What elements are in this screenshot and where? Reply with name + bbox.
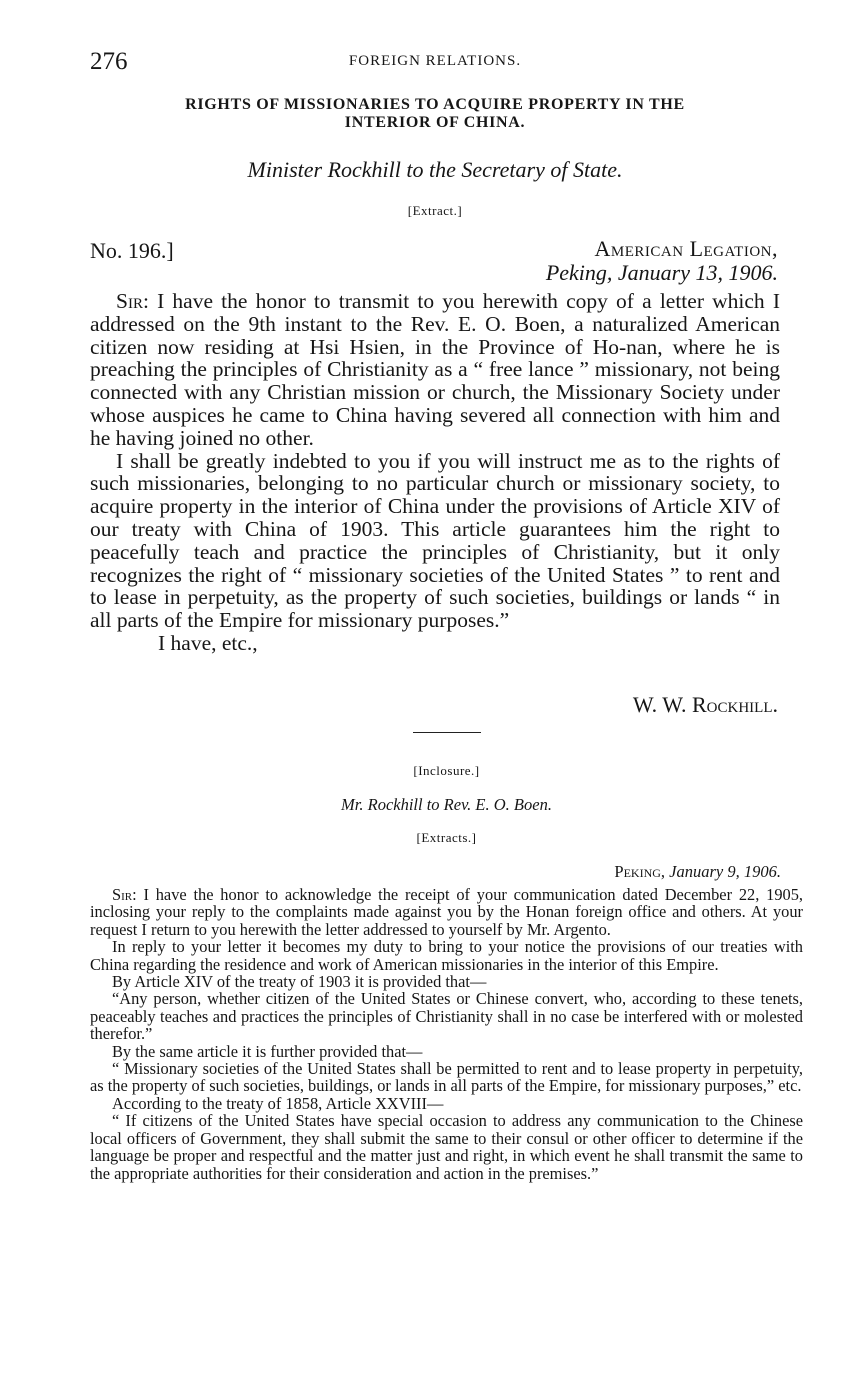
section-title-line-1: RIGHTS OF MISSIONARIES TO ACQUIRE PROPERTY IN THE xyxy=(185,96,685,113)
legation-heading: American Legation, xyxy=(594,236,778,261)
inclosure-paragraph: Sir: I have the honor to acknowledge the receipt of your communication dated December 22, 1905, inclosing your reply to the complaints made against you by the Honan foreign office and others. At your request I return to you herewith the letter addressed to yourself by Mr. Argento. xyxy=(90,885,803,939)
section-title-line-2: INTERIOR OF CHINA. xyxy=(344,114,526,131)
signature: W. W. Rockhill. xyxy=(632,692,778,717)
divider-rule xyxy=(413,732,481,733)
inclosure-date: January 9, 1906. xyxy=(669,862,781,881)
place-date: Peking, January 13, 1906. xyxy=(545,260,778,285)
letter-paragraph: I shall be greatly indebted to you if you will instruct me as to the rights of such missionaries, belonging to no particular church or missionary society, to acquire property in the interior of China under the provisions of Article XIV of our treaty with China of 1903. This article guarantees him the right to peacefully teach and practice the principles of Christianity, but it only recognizes the right of “ missionary societies of the United States ” to rent and to lease in perpetuity, as the property of such societies, buildings or lands “ in all parts of the Empire for missionary purposes.” xyxy=(90,448,780,633)
inclosure-body xyxy=(90,886,803,1182)
extract-note: [Extract.] xyxy=(407,203,463,218)
page-number: 276 xyxy=(90,48,128,75)
inclosure-paragraph: By the same article it is further provided that— xyxy=(112,1041,423,1061)
letter-paragraph: Sir: I have the honor to transmit to you herewith copy of a letter which I addressed on the 9th instant to the Rev. E. O. Boen, a naturalized American citizen now residing at Hsi Hsien, in the Province of Ho-nan, where he is preaching the principles of Christianity as a “ free lance ” missionary, not being connected with any Christian mission or church, the Missionary Society under whose auspices he came to China having severed all connection with him and he having joined no other. xyxy=(90,289,781,450)
running-title: FOREIGN RELATIONS. xyxy=(348,53,522,69)
inclosure-paragraph: “ Missionary societies of the United States shall be permitted to rent and to lease property in perpetuity, as the property of such societies, buildings, or lands in all parts of the Empire, for missionary purposes,” etc. xyxy=(90,1059,803,1096)
inclosure-paragraph: “ If citizens of the United States have special occasion to address any communication to the Chinese local officers of Government, they shall submit the same to their consul or other officer to determine if the language be proper and respectful and the matter just and right, in which event he shall transmit the same to the appropriate authorities for their consideration and action in the premises.” xyxy=(90,1111,803,1183)
letter-body xyxy=(90,290,780,655)
salutation: Sir: xyxy=(116,289,149,313)
section-title xyxy=(90,96,780,132)
inclosure-salutation: Sir: xyxy=(112,885,137,904)
inclosure-paragraph: By Article XIV of the treaty of 1903 it is provided that— xyxy=(112,972,487,992)
inclosure-place-date xyxy=(614,862,781,882)
inclosure-paragraph: According to the treaty of 1858, Article XXVIII— xyxy=(112,1093,444,1113)
inclosure-paragraph: In reply to your letter it becomes my duty to bring to your notice the provisions of our treaties with China regarding the residence and work of American missionaries in the interior of this Empire. xyxy=(90,937,803,974)
inclosure-subtitle: Mr. Rockhill to Rev. E. O. Boen. xyxy=(341,795,552,814)
inclosure-paragraph: “Any person, whether citizen of the United States or Chinese convert, who, according to these tenets, peaceably teaches and practices the principles of Christianity shall in no case be interfered with or molested therefor.” xyxy=(90,989,803,1044)
dispatch-number: No. 196.] xyxy=(90,238,174,263)
inclosure-place: Peking, xyxy=(614,862,666,881)
closing: I have, etc., xyxy=(158,630,258,655)
extracts-note: [Extracts.] xyxy=(416,830,477,845)
running-header xyxy=(90,46,780,76)
inclosure-label: [Inclosure.] xyxy=(413,763,480,778)
letter-subtitle: Minister Rockhill to the Secretary of State. xyxy=(247,157,623,182)
